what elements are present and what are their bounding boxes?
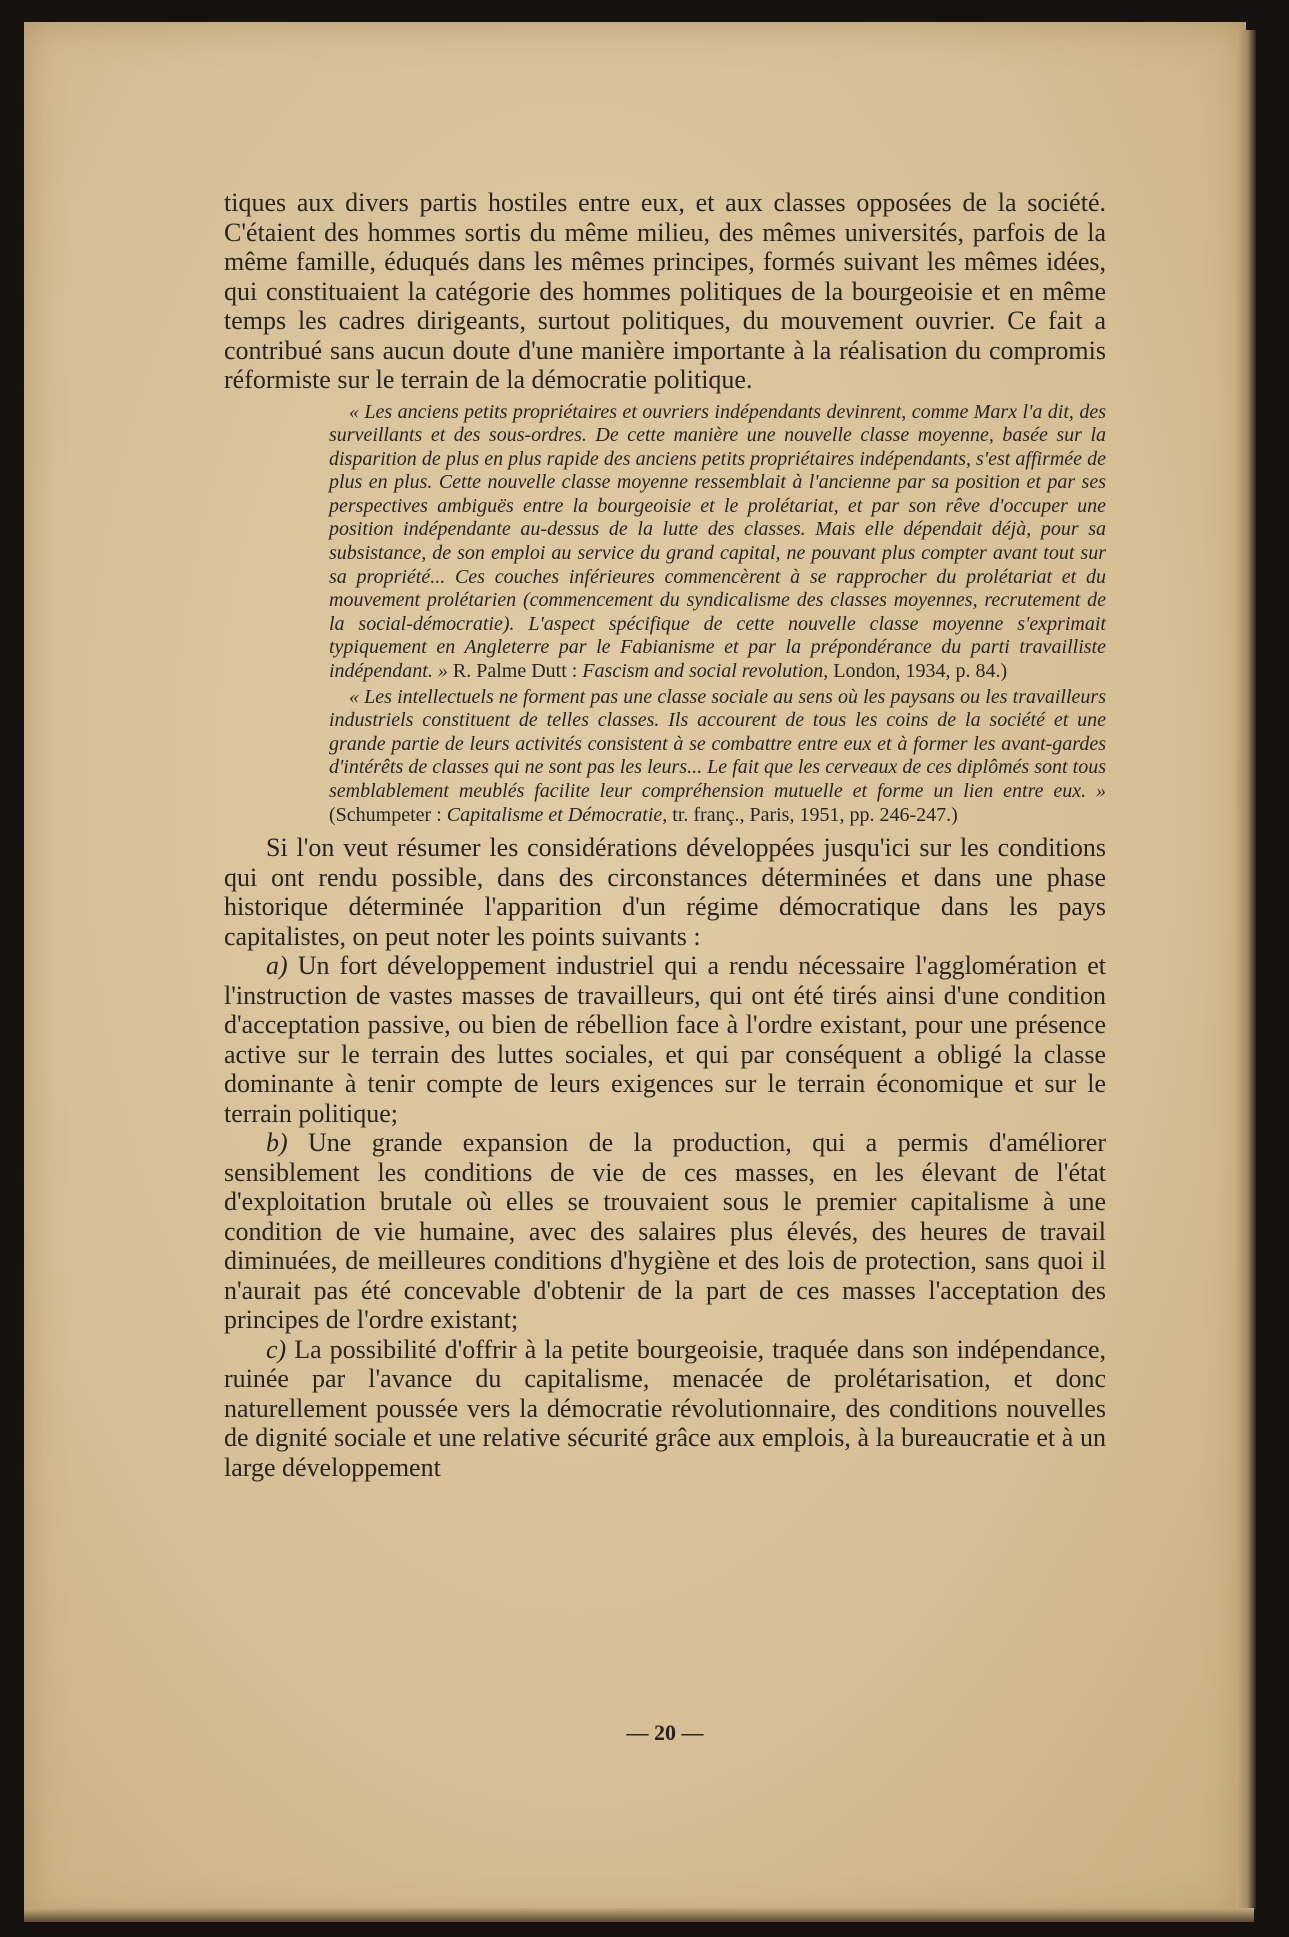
list-marker-c: c)	[266, 1334, 287, 1364]
quote-source: (Schumpeter :	[329, 803, 442, 826]
list-item-c	[224, 1335, 1106, 1483]
quote-text: « Les anciens petits propriétaires et ouvriers indépendants devinrent, comme Marx l'a dit, des surveillants et des sous-ordres. De cette manière une nouvelle classe moyenne, basée sur la disparition de plus en plus rapide des anciens petits propriétaires indépendants, s'est affirmée de plus en plus. Cette nouvelle classe moyenne ressemblait à l'ancienne par sa position et par ses perspectives ambiguës entre la bourgeoisie et le prolétariat, et par son rêve d'occuper une position indépendante au-dessus de la lutte des classes. Mais elle dépendait déjà, pour sa subsistance, de son emploi au service du grand capital, ne pouvant plus compter avant tout sur sa propriété... Ces couches inférieures commencèrent à se rapprocher du prolétariat et du mouvement prolétarien (commencement du syndicalisme des classes moyennes, recrutement de la social-démocratie). L'aspect spécifique de cette nouvelle classe moyenne s'exprimait typiquement en Angleterre par le Fabianisme et par la prépondérance du parti travailliste indépendant. »	[329, 400, 1106, 683]
quote-schumpeter	[329, 686, 1106, 828]
quote-work: Capitalisme et Démocratie,	[446, 803, 668, 826]
page-number: — 20 —	[626, 1720, 704, 1745]
quote-source: R. Palme Dutt :	[452, 660, 578, 683]
list-text-c: La possibilité d'offrir à la petite bourgeoisie, traquée dans son indépendance, ruinée par l'avance du capitalisme, menacée de prolétarisation, et donc naturellement poussée vers la démocratie révolutionnaire, des conditions nouvelles de dignité sociale et une relative sécurité grâce aux emplois, à la bureaucratie et à un large développement	[224, 1334, 1106, 1482]
page-edge	[1236, 30, 1256, 1910]
paragraph-summary: Si l'on veut résumer les considérations développées jusqu'ici sur les conditions qui ont rendu possible, dans des circonstances déterminées et dans une phase historique déterminée l'apparition d'un régime démocratique dans les pays capitalistes, on peut noter les points suivants :	[224, 833, 1106, 951]
list-marker-a: a)	[266, 951, 288, 981]
list-text-a: Un fort développement industriel qui a rendu nécessaire l'agglomération et l'instruction de vastes masses de travailleurs, qui ont été tirés ainsi d'une condition d'acceptation passive, ou bien de rébellion face à l'ordre existant, pour une présence active sur le terrain des luttes sociales, et qui par conséquent a obligé la classe dominante à tenir compte de leurs exigences sur le terrain économique et sur le terrain politique;	[224, 951, 1107, 1128]
quote-work: Fascism and social revolution,	[582, 660, 829, 683]
quote-details: tr. franç., Paris, 1951, pp. 246-247.)	[672, 803, 958, 826]
quote-details: London, 1934, p. 84.)	[833, 660, 1008, 683]
page-bottom-edge	[24, 1908, 1254, 1922]
quote-text: « Les intellectuels ne forment pas une classe sociale au sens où les paysans ou les travailleurs industriels constituent de telles classes. Ils accourent de tous les coins de la société et une grande partie de leurs activités consistent à se combattre entre eux et à former les avant-gardes d'intérêts de classes qui ne sont pas les leurs... Le fait que les cerveaux de ces diplômés sont tous semblablement meublés facilite leur compréhension mutuelle et forme un lien entre eux. »	[329, 685, 1106, 802]
list-marker-b: b)	[266, 1128, 288, 1158]
list-text-b: Une grande expansion de la production, qui a permis d'améliorer sensiblement les conditions de vie de ces masses, en les élevant de l'état d'exploitation brutale où elles se trouvaient sous le premier capitalisme à une condition de vie humaine, avec des salaires plus élevés, des heures de travail diminuées, de meilleures conditions d'hygiène et des lois de protection, sans quoi il n'aurait pas été concevable d'obtenir de la part de ces masses l'acceptation des principes de l'ordre existant;	[224, 1128, 1106, 1335]
list-item-a	[224, 951, 1106, 1128]
list-item-b	[224, 1128, 1106, 1335]
body-text	[224, 188, 1106, 1482]
quote-dutt	[329, 401, 1106, 684]
paragraph-continuation: tiques aux divers partis hostiles entre eux, et aux classes opposées de la société. C'étaient des hommes sortis du même milieu, des mêmes universités, parfois de la même famille, éduqués dans les mêmes principes, formés suivant les mêmes idées, qui constituaient la catégorie des hommes politiques de la bourgeoisie et en même temps les cadres dirigeants, surtout politiques, du mouvement ouvrier. Ce fait a contribué sans aucun doute d'une manière importante à la réalisation du compromis réformiste sur le terrain de la démocratie politique.	[224, 188, 1106, 394]
